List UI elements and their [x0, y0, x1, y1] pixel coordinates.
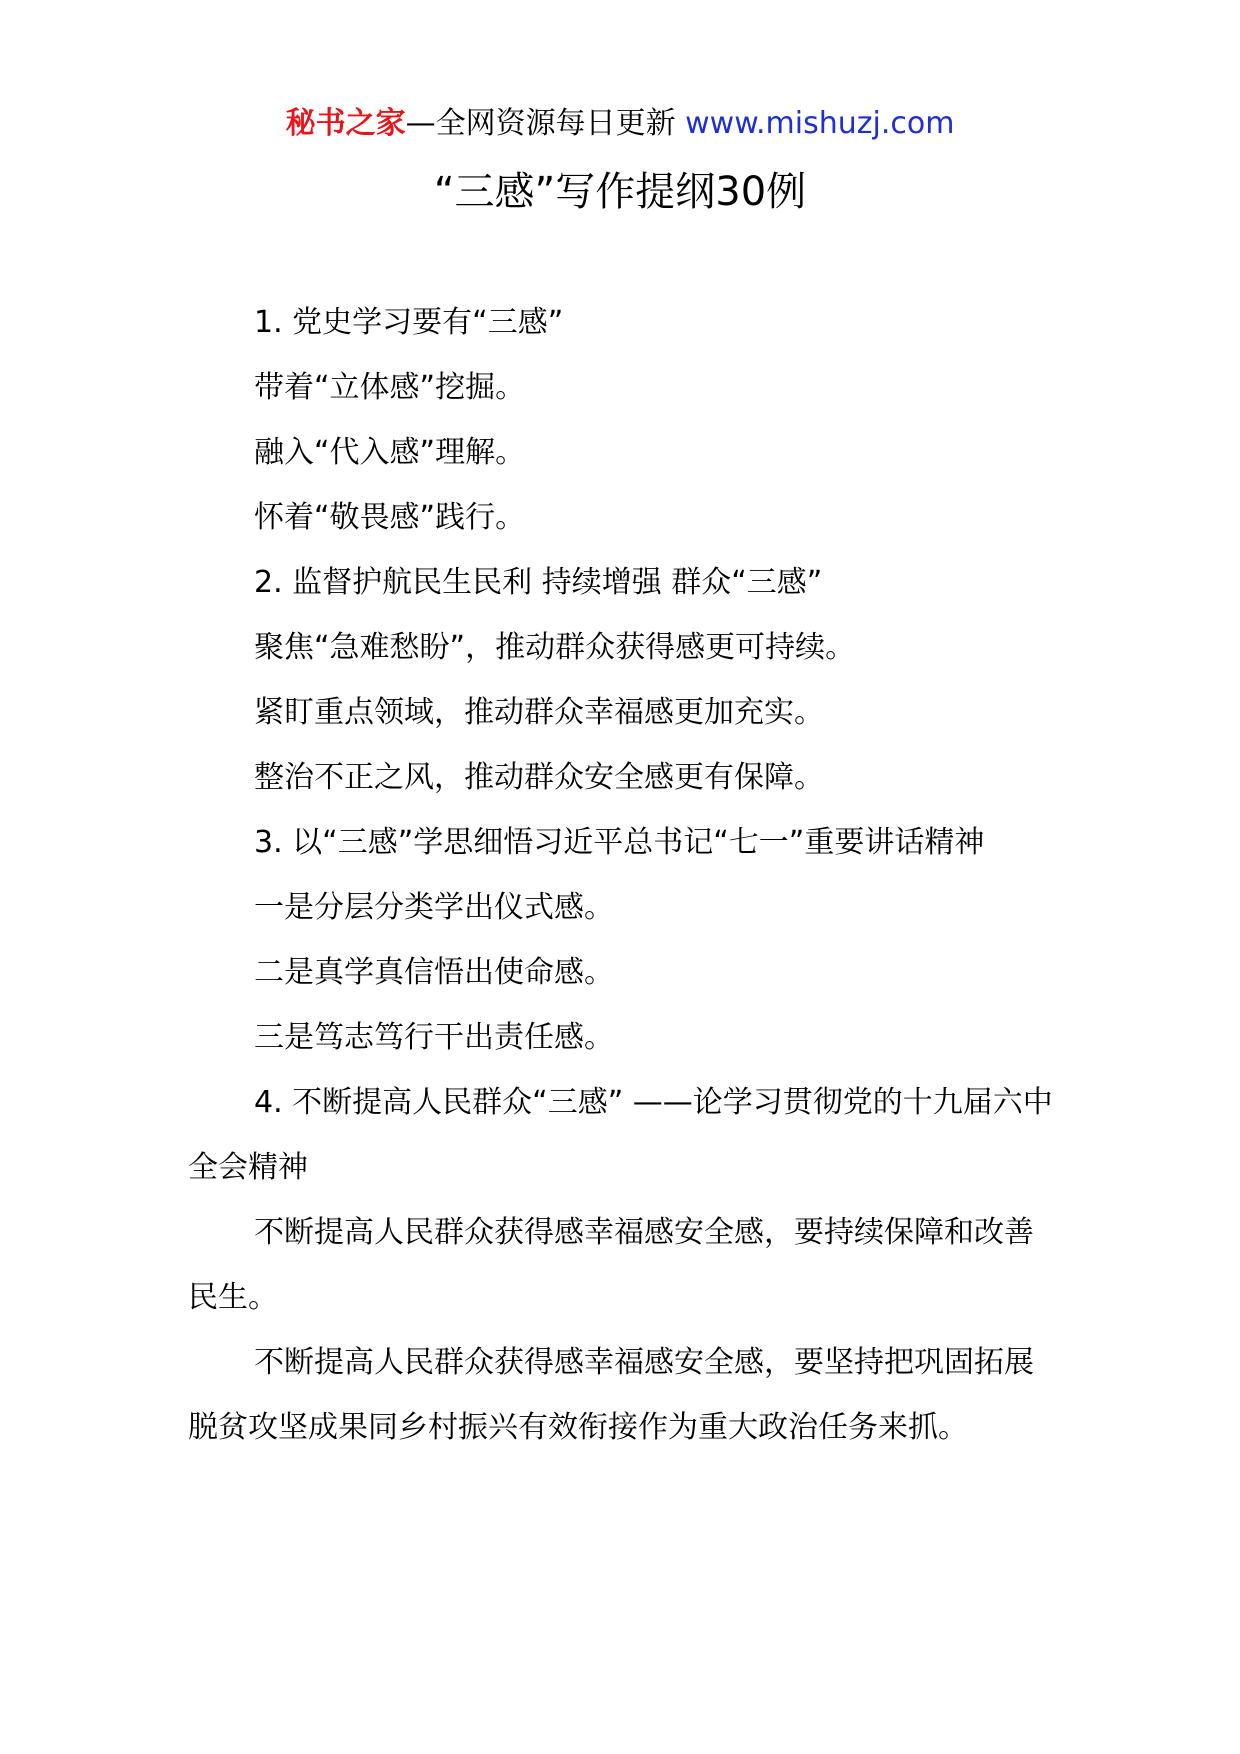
section-heading-2: 2. 监督护航民生民利 持续增强 群众“三感”: [254, 565, 823, 600]
document-title: “三感”写作提纲30例: [433, 169, 807, 215]
section-heading-3: 3. 以“三感”学思细悟习近平总书记“七一”重要讲话精神: [254, 825, 985, 860]
body-paragraph: 聚焦“急难愁盼”，推动群众获得感更可持续。: [254, 630, 856, 665]
section-heading-1: 1. 党史学习要有“三感”: [254, 305, 564, 340]
body-paragraph: 三是笃志笃行干出责任感。: [254, 1020, 614, 1055]
site-header: [0, 104, 1240, 144]
section-heading-4: 4. 不断提高人民群众“三感” ——论学习贯彻党的十九届六中全会精神: [188, 1085, 1053, 1185]
site-slogan: —全网资源每日更新: [405, 106, 686, 141]
document-body: [188, 290, 1058, 1460]
body-paragraph: 不断提高人民群众获得感幸福感安全感，要坚持把巩固拓展脱贫攻坚成果同乡村振兴有效衔接作为重大政治任务来抓。: [188, 1345, 1034, 1445]
body-paragraph: 整治不正之风，推动群众安全感更有保障。: [254, 760, 824, 795]
body-paragraph: 紧盯重点领域，推动群众幸福感更加充实。: [254, 695, 824, 730]
body-paragraph: 一是分层分类学出仪式感。: [254, 890, 614, 925]
brand-name: 秘书之家: [285, 106, 406, 141]
body-paragraph: 带着“立体感”挖掘。: [254, 370, 526, 405]
body-paragraph: 融入“代入感”理解。: [254, 435, 526, 470]
body-paragraph: 怀着“敬畏感”践行。: [254, 500, 526, 535]
site-url-link[interactable]: www.mishuzj.com: [685, 106, 955, 141]
body-paragraph: 不断提高人民群众获得感幸福感安全感，要持续保障和改善民生。: [188, 1215, 1034, 1315]
body-paragraph: 二是真学真信悟出使命感。: [254, 955, 614, 990]
